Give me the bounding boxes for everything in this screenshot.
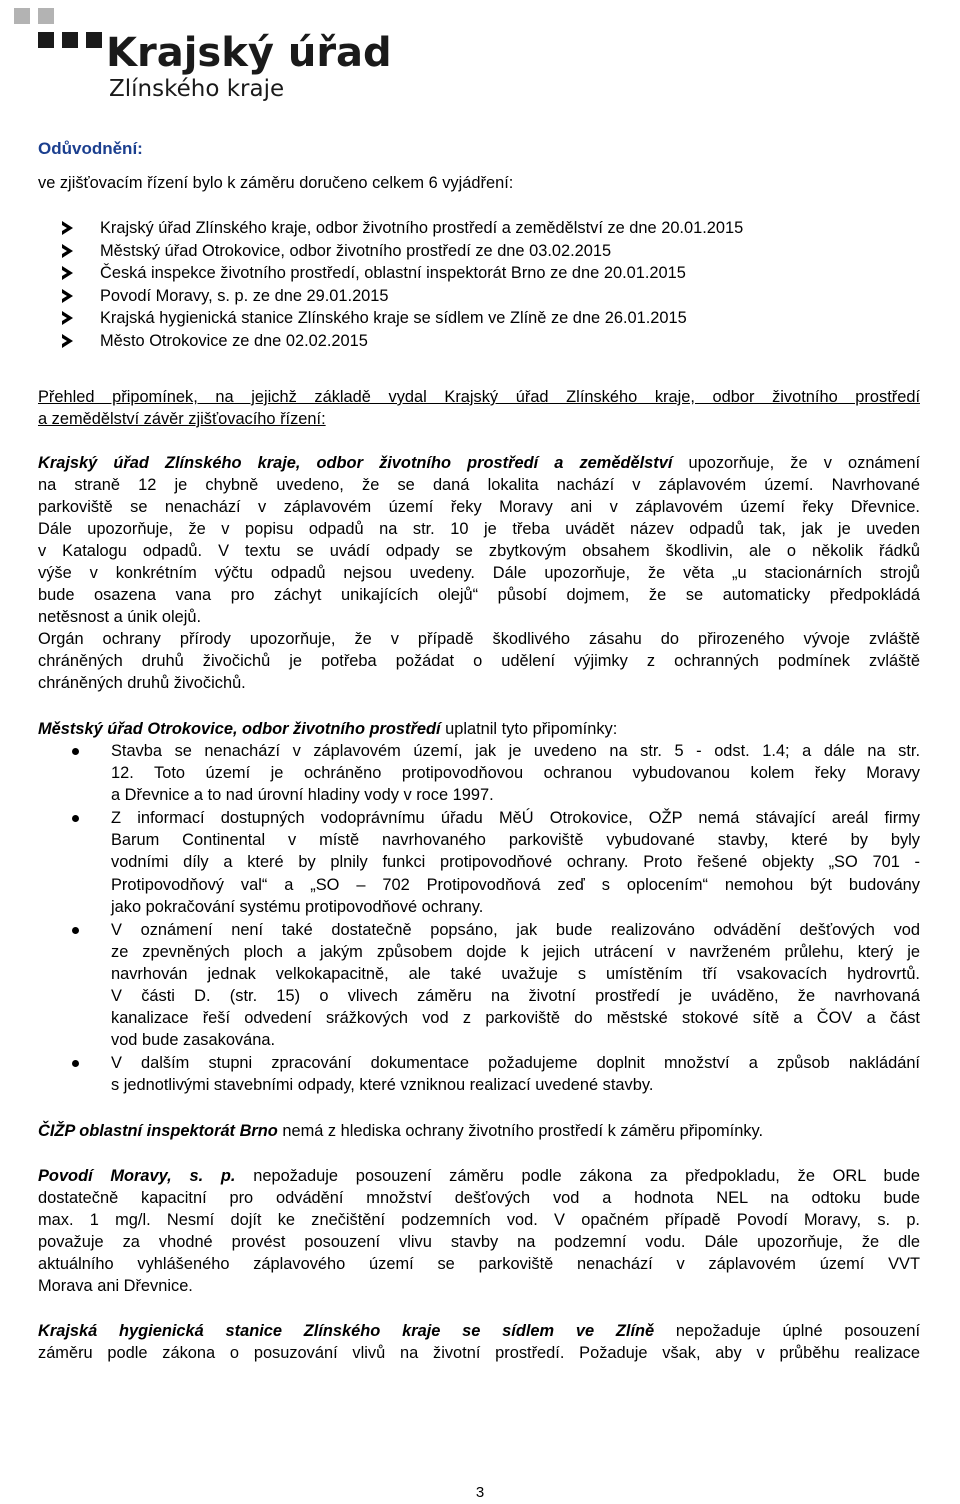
povodi-section [38,1165,920,1297]
page-number: 3 [475,1484,485,1501]
paragraph-line: max. 1 mg/l. Nesmí dojít ke znečištění podzemních vod. V opačném případě Povodí Moravy, s. p. [38,1210,920,1229]
paragraph-line: Dále upozorňuje, že v popisu odpadů na str. 10 je třeba uvádět název odpadů tak, jak je uveden [38,520,920,538]
cizp-paragraph: ČIŽP oblastní inspektorát Brno nemá z hlediska ochrany životního prostředí k záměru připomínky. [38,1121,764,1140]
paragraph-line: aktuálního vyhlášeného záplavového území se parkoviště nenachází v záplavovém území VVT [38,1254,920,1273]
paragraph-line: dostatečně kapacitní pro odvádění množství dešťových vod a hodnota NEL na odtoku bude [38,1188,920,1207]
kuzk-title: Krajský úřad Zlínského kraje, odbor životního prostředí a zemědělství [38,454,673,472]
list-item: Česká inspekce životního prostředí, oblastní inspektorát Brno ze dne 20.01.2015 [62,262,920,285]
paragraph-line: Krajská hygienická stanice Zlínského kraje se sídlem ve Zlíně nepožaduje úplné posouzení [38,1321,920,1340]
overview-line: Přehled připomínek, na jejichž základě vydal Krajský úřad Zlínského kraje, odbor životního prostředí [38,388,920,406]
list-item: Městský úřad Otrokovice, odbor životního prostředí ze dne 03.02.2015 [62,240,920,263]
list-item: Krajská hygienická stanice Zlínského kraje se sídlem ve Zlíně ze dne 26.01.2015 [62,307,920,330]
statements-list [38,217,920,352]
paragraph-line: Krajský úřad Zlínského kraje, odbor životního prostředí a zemědělství upozorňuje, že v oznámení [38,454,920,472]
kuzk-section [38,452,920,694]
paragraph-line: Orgán ochrany přírody upozorňuje, že v případě škodlivého zásahu do přirozeného vývoje zvláště [38,630,920,648]
paragraph-line: na straně 12 je chybně uvedeno, že se daná lokalita nachází v záplavovém území. Navrhované [38,476,920,494]
overview-line: a zemědělství závěr zjišťovacího řízení: [38,410,326,428]
muo-title: Městský úřad Otrokovice, odbor životního prostředí [38,720,441,738]
paragraph-line: netěsnost a únik olejů. [38,608,202,626]
list-item: Krajský úřad Zlínského kraje, odbor životního prostředí a zemědělství ze dne 20.01.2015 [62,217,920,240]
paragraph-line: Povodí Moravy, s. p. nepožaduje posouzení záměru podle zákona za předpokladu, že ORL bude [38,1166,920,1185]
paragraph-line: v Katalogu odpadů. V textu se uvádí odpady se zbytkovým obsahem škodlivin, ale o několik řádků [38,542,920,560]
logo-square-light [14,8,30,24]
logo-subtitle: Zlínského kraje [109,76,285,102]
cizp-title: ČIŽP oblastní inspektorát Brno [38,1121,278,1140]
khs-section [38,1320,920,1364]
paragraph-line: bude osazena vana pro záchyt unikajících olejů“ působí dojmem, že se automaticky předpokládá [38,586,920,604]
paragraph-line: Morava ani Dřevnice. [38,1276,193,1295]
paragraph-line: parkoviště se nenachází v záplavovém území řeky Moravy ani v záplavovém území řeky Dřevnice. [38,498,920,516]
paragraph-line: záměru podle zákona o posuzování vlivů na životní prostředí. Požaduje však, aby v průběhu realizace [38,1343,920,1362]
povodi-title: Povodí Moravy, s. p. [38,1166,236,1185]
list-item: Stavba se nenachází v záplavovém území, jak je uvedeno na str. 5 - odst. 1.4; a dále na str. 12. Toto území je ochráněno protipovodňovou ochranou vybudovanou kolem řeky Moravy a Dřevnice a to nad úrovní hladiny vody v roce 1997. [72,740,920,806]
paragraph-line: považuje za vhodné provést posouzení vlivu stavby na podzemní vodu. Dále upozorňuje, že dle [38,1232,920,1251]
document-body [38,138,920,1364]
intro-text: ve zjišťovacím řízení bylo k záměru doručeno celkem 6 vyjádření: [38,174,514,192]
paragraph-line: chráněných druhů živočichů. [38,674,246,692]
khs-title: Krajská hygienická stanice Zlínského kraje se sídlem ve Zlíně [38,1321,655,1340]
list-item: V oznámení není také dostatečně popsáno, jak bude realizováno odvádění dešťových vod ze zpevněných ploch a jakým způsobem dojde k jejich utrácení v navrženém průlehu, který je navrhován jednak velkokapacitně, ale také uvažuje s umístěním tří vsakovacích hydrovrtů. V části D. (str. 15) o vlivech záměru na životní prostředí je uváděno, že navrhovaná kanalizace řeší odvedení srážkových vod z parkoviště do městské stokové sítě a ČOV a část vod bude zasakována. [72,919,920,1052]
krajsky-urad-logo [14,4,392,104]
muo-intro: Městský úřad Otrokovice, odbor životního prostředí uplatnil tyto připomínky: [38,720,618,738]
section-heading: Odůvodnění: [38,139,143,158]
logo-square-dark [86,32,102,48]
paragraph-line: výše v konkrétním výčtu odpadů nejsou uvedeny. Dále upozorňuje, že věta „u stacionárních strojů [38,564,920,582]
list-item: V dalším stupni zpracování dokumentace požadujeme doplnit množství a způsob nakládání s jednotlivými stavebními odpady, které vzniknou realizací uvedené stavby. [72,1052,920,1096]
muo-comments-list [38,740,920,1097]
paragraph-line: chráněných druhů živočichů je potřeba požádat o udělení výjimky z ochranných podmínek zvláště [38,652,920,670]
logo-square-dark [38,32,54,48]
list-item: Povodí Moravy, s. p. ze dne 29.01.2015 [62,285,920,308]
logo-square-light [38,8,54,24]
logo-title: Krajský úřad [106,30,392,76]
logo-square-dark [62,32,78,48]
list-item: Z informací dostupných vodoprávnímu úřadu MěÚ Otrokovice, OŽP nemá stávající areál firmy Barum Continental v místě navrhovaného parkoviště vybudované stavby, které by byly vodními díly a které by plnily funkci protipovodňové ochrany. Proto řešené objekty „SO 701 - Protipovodňový val“ a „SO – 702 Protipovodňová zeď s oplocením“ nemohou být budovány jako pokračování systému protipovodňové ochrany. [72,807,920,917]
list-item: Město Otrokovice ze dne 02.02.2015 [62,330,920,353]
